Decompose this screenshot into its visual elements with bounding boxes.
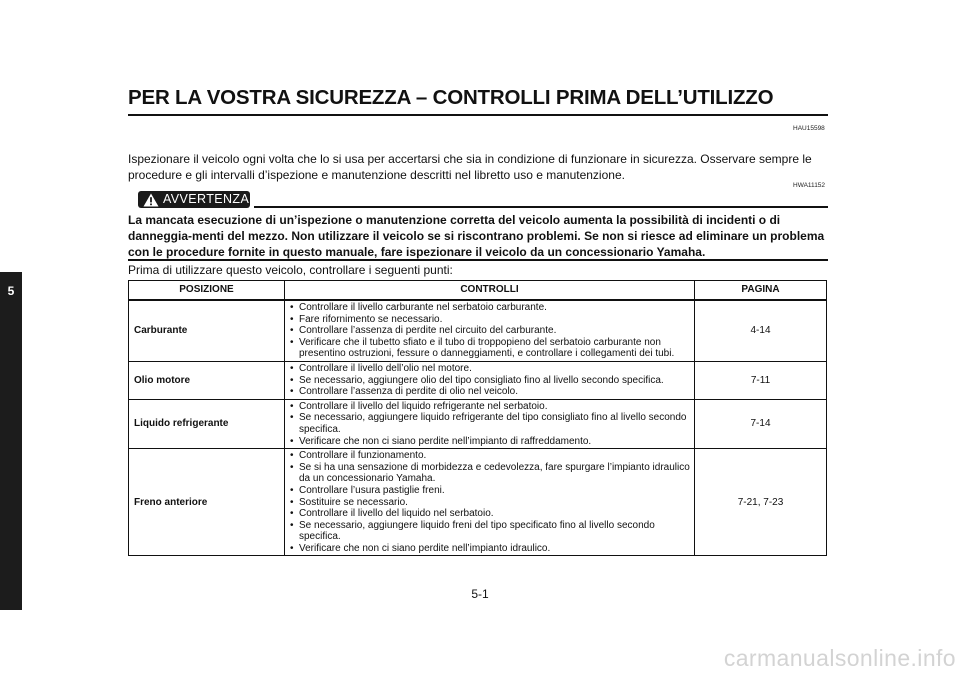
watermark: carmanualsonline.info — [723, 645, 956, 671]
warning-end-rule — [128, 259, 828, 261]
row-page: 7-11 — [695, 361, 827, 399]
table-header-row — [129, 281, 827, 301]
row-page: 4-14 — [695, 300, 827, 361]
check-item: • Sostituire se necessario. — [290, 497, 690, 509]
checks-table — [128, 280, 827, 556]
check-item: • Controllare il funzionamento. — [290, 450, 690, 462]
warning-rule — [254, 206, 828, 208]
header-page: PAGINA — [695, 281, 827, 301]
row-page: 7-21, 7-23 — [695, 449, 827, 556]
chapter-tab — [0, 272, 22, 610]
warning-code: HWA11152 — [793, 182, 826, 189]
check-item: • Fare rifornimento se necessario. — [290, 314, 690, 326]
check-item: • Verificare che non ci siano perdite nell’impianto di raffreddamento. — [290, 436, 690, 448]
check-item: • Se necessario, aggiungere liquido freni del tipo specificato fino al livello secondo specifica. — [290, 520, 690, 543]
table-row — [129, 449, 827, 556]
row-page: 7-14 — [695, 399, 827, 448]
header-position: POSIZIONE — [129, 281, 285, 301]
row-checks — [285, 300, 695, 361]
row-position: Carburante — [129, 300, 285, 361]
warning-text: La mancata esecuzione di un’ispezione o manutenzione corretta del veicolo aumenta la possibilità di incidenti o di danneggia-menti del mezzo. Non utilizzare il veicolo se si riscontrano problemi. Se non si riesce ad eliminare un problema con le procedure fornite in questo manuale, fare ispezionare il veicolo da un concessionario Yamaha. — [128, 213, 825, 259]
lead-text: Prima di utilizzare questo veicolo, controllare i seguenti punti: — [128, 263, 453, 277]
chapter-tab-number: 5 — [7, 284, 15, 298]
check-item: • Controllare il livello del liquido nel serbatoio. — [290, 508, 690, 520]
check-item: • Controllare l’assenza di perdite nel circuito del carburante. — [290, 325, 690, 337]
table-row — [129, 399, 827, 448]
row-checks — [285, 361, 695, 399]
row-position: Freno anteriore — [129, 449, 285, 556]
page-number: 5-1 — [471, 587, 489, 601]
section-code: HAU15598 — [793, 125, 825, 132]
table-row — [129, 361, 827, 399]
page-title: PER LA VOSTRA SICUREZZA – CONTROLLI PRIMA DELL’UTILIZZO — [128, 86, 774, 109]
check-item: • Controllare il livello del liquido refrigerante nel serbatoio. — [290, 401, 690, 413]
row-checks — [285, 449, 695, 556]
row-checks — [285, 399, 695, 448]
title-rule — [128, 114, 828, 116]
row-position: Olio motore — [129, 361, 285, 399]
check-item: • Se necessario, aggiungere olio del tipo consigliato fino al livello secondo specifica. — [290, 375, 690, 387]
table-row — [129, 300, 827, 361]
check-item: • Controllare l’assenza di perdite di olio nel veicolo. — [290, 386, 690, 398]
intro-paragraph: Ispezionare il veicolo ogni volta che lo si usa per accertarsi che sia in condizione di funzionare in sicurezza. Osservare sempre le procedure e gli intervalli d’ispezione e manutenzione descritti nel libretto uso e manutenzione. — [128, 152, 812, 182]
check-item: • Controllare l’usura pastiglie freni. — [290, 485, 690, 497]
check-item: • Verificare che il tubetto sfiato e il tubo di troppopieno del serbatoio carburante non presentino ostruzioni, fessure o danneggiamenti, e controllare i collegamenti dei tubi. — [290, 337, 690, 360]
check-item: • Controllare il livello carburante nel serbatoio carburante. — [290, 302, 690, 314]
check-item: • Se necessario, aggiungere liquido refrigerante del tipo consigliato fino al livello secondo specifica. — [290, 412, 690, 435]
warning-badge — [138, 191, 250, 208]
warning-triangle-icon — [143, 193, 159, 207]
check-item: • Controllare il livello dell’olio nel motore. — [290, 363, 690, 375]
row-position: Liquido refrigerante — [129, 399, 285, 448]
header-checks: CONTROLLI — [285, 281, 695, 301]
check-item: • Verificare che non ci siano perdite nell’impianto idraulico. — [290, 543, 690, 555]
warning-label: AVVERTENZA — [163, 192, 250, 206]
check-item: • Se si ha una sensazione di morbidezza e cedevolezza, fare spurgare l’impianto idraulico da un concessionario Yamaha. — [290, 462, 690, 485]
